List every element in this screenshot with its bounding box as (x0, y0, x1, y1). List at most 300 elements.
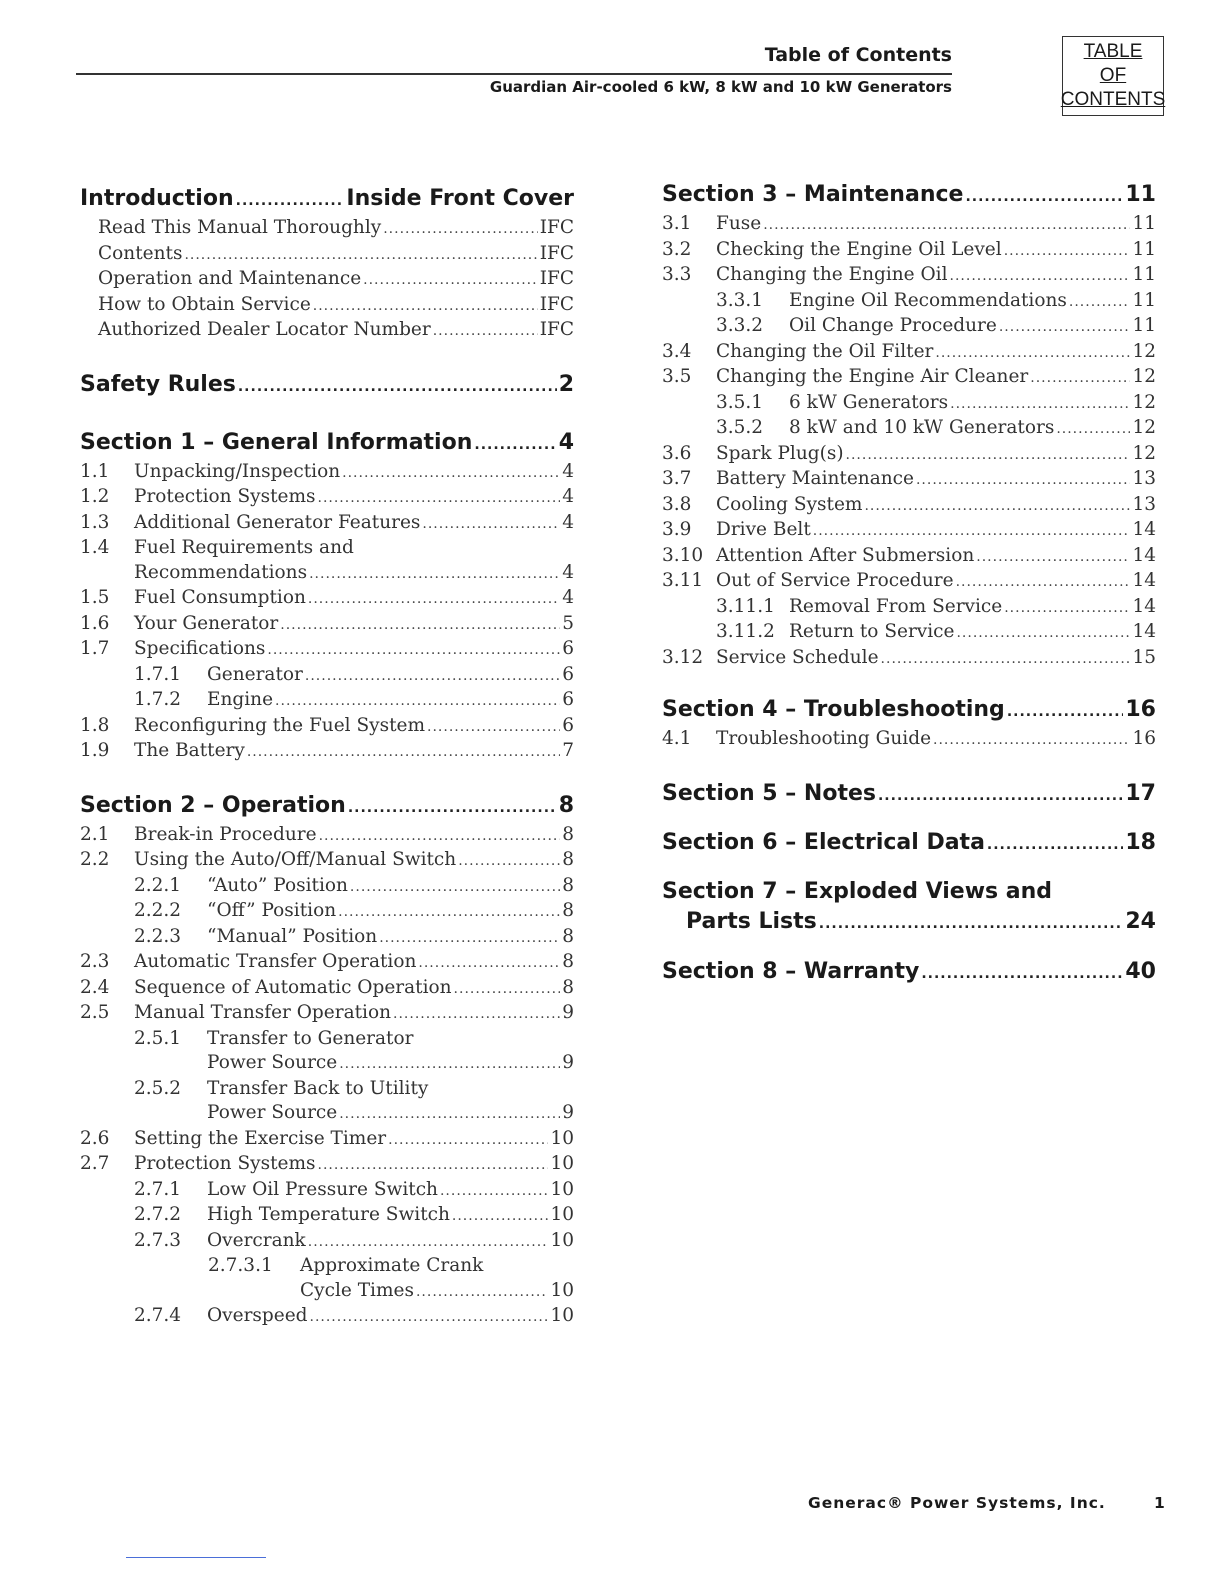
leader-dots (416, 1280, 548, 1305)
leader-dots (236, 186, 345, 216)
leader-dots (933, 728, 1130, 753)
toc-box-line: TABLE (1083, 41, 1143, 62)
section-title: Safety Rules (80, 371, 236, 397)
entry-label: Specifications (134, 638, 266, 659)
entry-page: 14 (1132, 544, 1156, 566)
entry-number: 2.5 (80, 1002, 110, 1023)
entry-label: Approximate Crank (300, 1255, 484, 1276)
leader-dots (275, 689, 560, 714)
entry-page: 7 (562, 740, 574, 761)
introduction-list (80, 216, 574, 344)
section-title-continued: Parts Lists (686, 908, 817, 934)
entry-page: 8 (562, 823, 574, 845)
entry-label: Sequence of Automatic Operation (134, 976, 452, 998)
toc-entry[interactable] (80, 485, 574, 511)
toc-entry[interactable] (98, 242, 574, 268)
toc-entry[interactable] (662, 493, 1156, 519)
leader-dots (440, 1179, 548, 1204)
leader-dots (950, 392, 1130, 417)
entry-number: 1.7.2 (134, 689, 182, 710)
entry-label: Automatic Transfer Operation (134, 951, 417, 972)
leader-dots (308, 1230, 549, 1255)
leader-dots (383, 217, 537, 242)
entry-page: 6 (562, 689, 574, 710)
section-title: Section 1 – General Information (80, 429, 473, 455)
section-title: Section 8 – Warranty (662, 958, 920, 984)
toc-entry[interactable] (80, 1229, 574, 1255)
entry-label: Engine Oil Recommendations (789, 289, 1067, 311)
entry-number: 1.5 (80, 587, 110, 608)
entry-page: 10 (550, 1127, 574, 1149)
toc-section-5[interactable] (662, 779, 1156, 811)
toc-entry[interactable] (80, 1304, 574, 1330)
page-header-title: Table of Contents (764, 44, 952, 66)
entry-number: 2.5.2 (134, 1077, 182, 1099)
toc-entry[interactable] (662, 391, 1156, 417)
leader-dots (452, 1204, 549, 1229)
entry-label: Fuse (716, 213, 762, 234)
entry-number: 2.7.4 (134, 1305, 182, 1326)
entry-page: 12 (1132, 366, 1156, 387)
entry-label: Contents (98, 242, 183, 264)
entry-number: 3.12 (662, 646, 704, 668)
toc-entry[interactable] (662, 340, 1156, 366)
entry-number: 1.7 (80, 638, 110, 659)
entry-number: 3.5.1 (716, 391, 764, 413)
leader-dots (184, 243, 537, 268)
toc-entry[interactable] (662, 518, 1156, 544)
leader-dots (474, 430, 556, 460)
entry-number: 2.2.2 (134, 900, 182, 921)
leader-dots (247, 740, 560, 765)
entry-page: 4 (562, 511, 574, 533)
section-page: 8 (558, 792, 574, 818)
leader-dots (267, 638, 560, 663)
entry-label: Overcrank (207, 1229, 306, 1251)
toc-entry[interactable] (662, 314, 1156, 340)
toc-entry[interactable] (80, 848, 574, 874)
entry-label: Service Schedule (716, 646, 879, 668)
entry-label: Authorized Dealer Locator Number (98, 319, 431, 340)
leader-dots (878, 781, 1123, 811)
section-title: Section 6 – Electrical Data (662, 829, 985, 855)
entry-label: Break-in Procedure (134, 823, 317, 845)
toc-entry[interactable] (80, 1101, 574, 1127)
toc-section-4[interactable] (662, 695, 1156, 727)
entry-page: 6 (562, 663, 574, 685)
leader-dots (1004, 596, 1130, 621)
toc-entry[interactable] (80, 714, 574, 740)
entry-page: 14 (1132, 621, 1156, 642)
toc-entry[interactable] (80, 511, 574, 537)
entry-page: 12 (1132, 442, 1156, 464)
entry-page: 10 (550, 1279, 574, 1301)
entry-number: 1.6 (80, 612, 110, 634)
entry-number: 1.2 (80, 486, 110, 507)
toc-box-line: OF (1099, 65, 1127, 86)
leader-dots (280, 613, 560, 638)
leader-dots (342, 461, 560, 486)
entry-number: 2.4 (80, 976, 110, 998)
entry-number: 1.3 (80, 511, 110, 533)
entry-page: 11 (1132, 264, 1156, 285)
entry-page: 10 (550, 1204, 574, 1225)
entry-number: 3.9 (662, 519, 692, 540)
toc-entry[interactable] (80, 663, 574, 689)
entry-page: 10 (550, 1305, 574, 1326)
entry-page: 10 (550, 1229, 574, 1251)
leader-dots (956, 621, 1130, 646)
toc-entry[interactable] (80, 823, 574, 849)
toc-entry[interactable] (80, 874, 574, 900)
entry-label: Low Oil Pressure Switch (207, 1178, 438, 1200)
entry-page: 6 (562, 714, 574, 736)
entry-page: 13 (1132, 468, 1156, 489)
entry-label: Fuel Requirements and (134, 537, 354, 558)
entry-label: Recommendations (134, 561, 308, 583)
leader-dots (965, 182, 1123, 212)
entry-number: 2.2.3 (134, 925, 182, 947)
toc-entry[interactable] (80, 1051, 574, 1077)
section-page: 18 (1125, 829, 1156, 855)
entry-page: 12 (1132, 340, 1156, 362)
toc-entry[interactable] (662, 646, 1156, 672)
entry-page: 9 (562, 1002, 574, 1023)
toc-entry[interactable] (80, 739, 574, 765)
entry-page: 15 (1132, 646, 1156, 668)
toc-entry[interactable] (80, 1077, 574, 1102)
toc-entry[interactable] (80, 688, 574, 714)
entry-label: Protection Systems (134, 486, 316, 507)
entry-label: Checking the Engine Oil Level (716, 238, 1002, 260)
page-header-subtitle: Guardian Air-cooled 6 kW, 8 kW and 10 kW Generators (489, 78, 952, 96)
entry-page: 14 (1132, 570, 1156, 591)
entry-page: 9 (562, 1052, 574, 1073)
toc-entry[interactable] (80, 1152, 574, 1178)
toc-entry[interactable] (662, 212, 1156, 238)
entry-page: 4 (562, 460, 574, 482)
entry-page: IFC (539, 293, 574, 315)
entry-label: Cooling System (716, 493, 863, 515)
entry-page: 11 (1132, 315, 1156, 336)
entry-label: Your Generator (134, 612, 279, 634)
entry-page: 8 (562, 874, 574, 896)
entry-page: 4 (562, 486, 574, 507)
toc-entry[interactable] (662, 416, 1156, 442)
toc-entry[interactable] (662, 727, 1156, 753)
leader-dots (310, 1305, 549, 1330)
entry-number: 1.9 (80, 740, 110, 761)
entry-page: IFC (539, 242, 574, 264)
leader-dots (916, 468, 1130, 493)
entry-number: 2.7.2 (134, 1204, 182, 1225)
entry-label: Troubleshooting Guide (716, 728, 932, 749)
entry-page: IFC (539, 268, 574, 289)
section-title: Section 5 – Notes (662, 780, 876, 806)
toc-entry[interactable] (80, 536, 574, 561)
toc-entry[interactable] (98, 318, 574, 344)
entry-label: Engine (207, 689, 274, 710)
entry-page: 8 (562, 951, 574, 972)
toc-entry[interactable] (662, 289, 1156, 315)
leader-dots (313, 294, 538, 319)
entry-label: Manual Transfer Operation (134, 1002, 392, 1023)
entry-label: Transfer Back to Utility (207, 1077, 429, 1099)
entry-label: “Manual” Position (207, 925, 378, 947)
entry-number: 3.3 (662, 264, 692, 285)
entry-label: Power Source (207, 1052, 338, 1073)
entry-number: 2.7 (80, 1153, 110, 1174)
entry-page: 11 (1132, 289, 1156, 311)
toc-entry[interactable] (662, 365, 1156, 391)
leader-dots (339, 1052, 560, 1077)
entry-page: 14 (1132, 595, 1156, 617)
footer-page-number: 1 (1154, 1494, 1165, 1512)
toc-entry[interactable] (662, 620, 1156, 646)
section-title: Section 7 – Exploded Views and (662, 878, 1053, 904)
leader-dots (238, 372, 557, 402)
entry-page: 4 (562, 587, 574, 608)
entry-number: 3.2 (662, 238, 692, 260)
entry-page: 11 (1132, 238, 1156, 260)
toc-entry[interactable] (80, 1203, 574, 1229)
entry-label: Changing the Oil Filter (716, 340, 934, 362)
toc-entry[interactable] (662, 467, 1156, 493)
entry-page: 5 (562, 612, 574, 634)
toc-section-3[interactable] (662, 180, 1156, 212)
entry-page: 10 (550, 1178, 574, 1200)
leader-dots (379, 926, 560, 951)
entry-page: 6 (562, 638, 574, 659)
leader-dots (976, 545, 1130, 570)
entry-label: Overspeed (207, 1305, 308, 1326)
entry-number: 2.5.1 (134, 1027, 182, 1049)
entry-page: 16 (1132, 728, 1156, 749)
toc-box-line: CONTENTS (1060, 89, 1166, 110)
entry-page: 8 (562, 849, 574, 870)
leader-dots (418, 951, 560, 976)
toc-section-6[interactable] (662, 828, 1156, 860)
entry-label: Drive Belt (716, 519, 811, 540)
toc-entry[interactable] (80, 1254, 574, 1279)
toc-entry[interactable] (80, 586, 574, 612)
toc-tab-box (1062, 36, 1164, 116)
section-page: Inside Front Cover (346, 186, 574, 211)
leader-dots (318, 486, 561, 511)
toc-entry[interactable] (80, 925, 574, 951)
leader-dots (950, 264, 1131, 289)
entry-label: Cycle Times (300, 1279, 414, 1301)
toc-section-7-cont[interactable] (662, 907, 1156, 939)
entry-label: Changing the Engine Air Cleaner (716, 366, 1029, 387)
entry-label: Protection Systems (134, 1153, 316, 1174)
entry-number: 2.7.3 (134, 1229, 182, 1251)
leader-dots (348, 793, 557, 823)
entry-page: 14 (1132, 519, 1156, 540)
entry-number: 3.5 (662, 366, 692, 387)
toc-entry[interactable] (662, 442, 1156, 468)
toc-entry[interactable] (662, 544, 1156, 570)
leader-dots (305, 664, 560, 689)
entry-number: 3.7 (662, 468, 692, 489)
leader-dots (309, 562, 560, 587)
entry-label: Operation and Maintenance (98, 268, 362, 289)
entry-number: 3.5.2 (716, 417, 764, 438)
entry-number: 3.3.1 (716, 289, 764, 311)
toc-entry[interactable] (80, 899, 574, 925)
toc-entry[interactable] (80, 1127, 574, 1153)
entry-label: High Temperature Switch (207, 1204, 450, 1225)
entry-number: 3.10 (662, 544, 704, 566)
toc-entry[interactable] (80, 561, 574, 587)
entry-number: 3.11.2 (716, 621, 775, 642)
entry-number: 3.11.1 (716, 595, 775, 617)
leader-dots (935, 341, 1130, 366)
entry-page: 8 (562, 925, 574, 947)
leader-dots (363, 268, 538, 293)
leader-dots (422, 512, 560, 537)
toc-entry[interactable] (80, 976, 574, 1002)
toc-entry[interactable] (80, 612, 574, 638)
toc-entry[interactable] (80, 1178, 574, 1204)
entry-page: 10 (550, 1153, 574, 1174)
entry-label: Out of Service Procedure (716, 570, 954, 591)
toc-entry[interactable] (662, 595, 1156, 621)
toc-section-2[interactable] (80, 791, 574, 823)
entry-label: “Auto” Position (207, 874, 348, 896)
section-title: Introduction (80, 186, 234, 211)
leader-dots (846, 443, 1131, 468)
section-page: 24 (1125, 908, 1156, 934)
entry-label: “Off” Position (207, 900, 337, 921)
leader-dots (819, 909, 1124, 939)
entry-label: Reconfiguring the Fuel System (134, 714, 426, 736)
leader-dots (339, 1102, 560, 1127)
leader-dots (1069, 290, 1131, 315)
entry-label: Changing the Engine Oil (716, 264, 948, 285)
entry-page: 12 (1132, 417, 1156, 438)
entry-number: 1.1 (80, 460, 110, 482)
leader-dots (350, 875, 560, 900)
entry-number: 1.8 (80, 714, 110, 736)
entry-page: 8 (562, 976, 574, 998)
toc-section-safety-rules[interactable] (80, 370, 574, 402)
section-title: Section 4 – Troubleshooting (662, 697, 1005, 722)
entry-number: 2.7.3.1 (208, 1255, 273, 1276)
leader-dots (318, 1153, 549, 1178)
entry-label: Removal From Service (789, 595, 1003, 617)
toc-section-introduction[interactable] (80, 184, 574, 216)
entry-page: 11 (1132, 213, 1156, 234)
entry-number: 2.7.1 (134, 1178, 182, 1200)
toc-entry[interactable] (80, 950, 574, 976)
toc-section-1[interactable] (80, 428, 574, 460)
entry-label: How to Obtain Service (98, 293, 311, 315)
toc-entry[interactable] (662, 263, 1156, 289)
toc-entry[interactable] (80, 1279, 574, 1305)
toc-entry[interactable] (80, 460, 574, 486)
leader-dots (393, 1002, 560, 1027)
entry-label: The Battery (134, 740, 245, 761)
toc-entry[interactable] (662, 238, 1156, 264)
toc-section-7[interactable] (662, 877, 1156, 907)
entry-label: Generator (207, 663, 303, 685)
entry-label: Additional Generator Features (134, 511, 421, 533)
section-page: 16 (1125, 697, 1156, 722)
leader-dots (338, 900, 560, 925)
section-3-list (662, 212, 1156, 671)
leader-dots (864, 494, 1130, 519)
entry-number: 2.6 (80, 1127, 110, 1149)
entry-number: 3.1 (662, 213, 692, 234)
toc-entry[interactable] (98, 267, 574, 293)
leader-dots (454, 977, 561, 1002)
leader-dots (881, 647, 1131, 672)
entry-number: 4.1 (662, 728, 692, 749)
toc-entry[interactable] (98, 293, 574, 319)
entry-label: Return to Service (789, 621, 955, 642)
toc-left-column (80, 184, 574, 1330)
toc-entry[interactable] (80, 1027, 574, 1052)
leader-dots (1030, 366, 1130, 391)
leader-dots (999, 315, 1131, 340)
leader-dots (308, 587, 560, 612)
entry-label: Oil Change Procedure (789, 315, 997, 336)
section-title: Section 3 – Maintenance (662, 182, 964, 207)
leader-dots (388, 1128, 548, 1153)
section-page: 2 (558, 371, 574, 397)
leader-dots (1007, 697, 1124, 727)
leader-dots (921, 959, 1123, 989)
entry-label: Setting the Exercise Timer (134, 1127, 387, 1149)
entry-number: 1.7.1 (134, 663, 182, 685)
entry-number: 2.2 (80, 849, 110, 870)
entry-label: Attention After Submersion (716, 544, 975, 566)
entry-label: Fuel Consumption (134, 587, 306, 608)
entry-number: 3.6 (662, 442, 692, 464)
entry-number: 1.4 (80, 537, 110, 558)
footer-company: Generac® Power Systems, Inc. (808, 1494, 1106, 1512)
leader-dots (427, 715, 560, 740)
leader-dots (763, 213, 1130, 238)
entry-page: 9 (562, 1102, 574, 1123)
leader-dots (987, 830, 1123, 860)
entry-page: 13 (1132, 493, 1156, 515)
entry-page: 12 (1132, 391, 1156, 413)
leader-dots (319, 824, 561, 849)
section-2-list (80, 823, 574, 1330)
entry-label: Battery Maintenance (716, 468, 914, 489)
toc-entry[interactable] (98, 216, 574, 242)
leader-dots (1056, 417, 1130, 442)
toc-right-column (662, 180, 1156, 989)
entry-number: 3.11 (662, 570, 704, 591)
section-page: 4 (558, 429, 574, 455)
leader-dots (813, 519, 1131, 544)
entry-label: 8 kW and 10 kW Generators (789, 417, 1055, 438)
entry-number: 3.4 (662, 340, 692, 362)
toc-entry[interactable] (80, 1001, 574, 1027)
section-title: Section 2 – Operation (80, 792, 346, 818)
entry-number: 3.8 (662, 493, 692, 515)
section-page: 17 (1125, 780, 1156, 806)
leader-dots (433, 319, 538, 344)
toc-entry[interactable] (662, 569, 1156, 595)
leader-dots (1004, 239, 1131, 264)
toc-section-8[interactable] (662, 957, 1156, 989)
toc-entry[interactable] (80, 637, 574, 663)
section-page: 11 (1125, 182, 1156, 207)
